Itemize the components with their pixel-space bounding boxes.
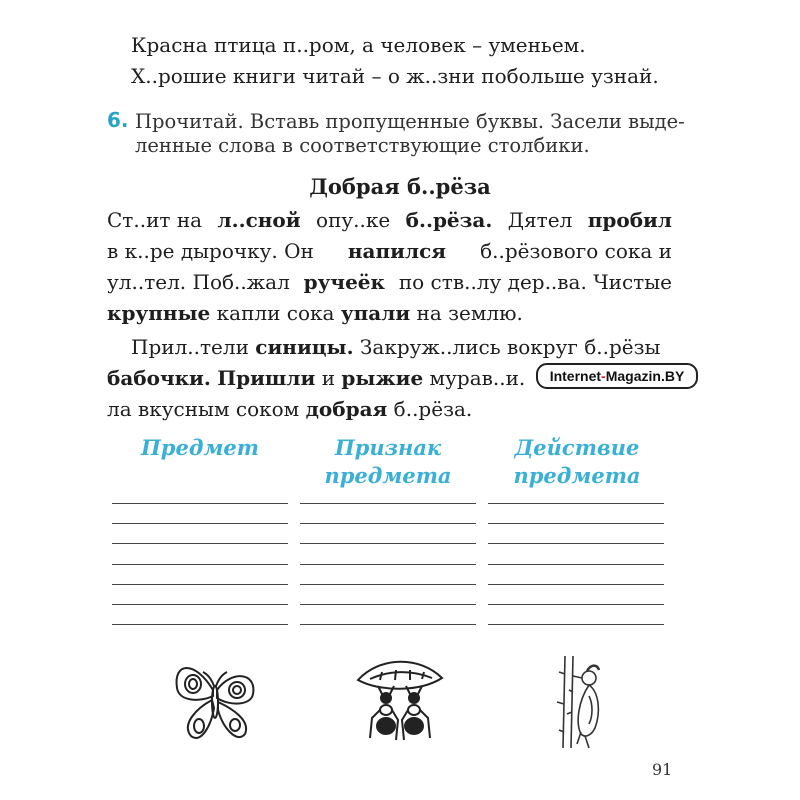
writing-line: [300, 523, 476, 524]
highlighted-word: б..рёза.: [405, 208, 493, 232]
writing-line: [300, 624, 476, 625]
writing-line: [488, 564, 664, 565]
writing-line: [488, 624, 664, 625]
writing-line: [112, 584, 288, 585]
story-text: б..рёзового сока и: [473, 239, 672, 263]
writing-line: [112, 523, 288, 524]
story-text: Дятел: [501, 208, 579, 232]
writing-line: [300, 564, 476, 565]
writing-line: [112, 624, 288, 625]
writing-line: [300, 584, 476, 585]
column-heading-action: [487, 434, 667, 490]
highlighted-word: рыжие: [341, 366, 424, 390]
highlighted-word: упали: [340, 301, 411, 325]
column-heading-action-line-2: предмета: [513, 463, 641, 488]
highlighted-word: бабочки.: [107, 366, 211, 390]
butterfly-illustration: [165, 650, 265, 750]
writing-line: [488, 604, 664, 605]
story-title: Добрая б..рёза: [309, 174, 491, 199]
highlighted-word: Пришли: [217, 366, 316, 390]
task-instruction-line-1: Прочитай. Вставь пропущенные буквы. Засели выде-: [135, 110, 685, 133]
proverb-2: Х..рошие книги читай – о ж..зни побольше узнай.: [131, 64, 659, 88]
story-text: ла вкусным соком: [107, 397, 306, 421]
watermark-right: Magazin.BY: [605, 368, 685, 384]
story-text: ул..тел. Поб..жал: [107, 270, 297, 294]
story-text: опу..ке: [309, 208, 397, 232]
story-text: Прил..тели: [131, 335, 256, 359]
watermark-left: Internet: [549, 368, 602, 384]
story-text: на землю.: [410, 301, 523, 325]
page-number: 91: [652, 760, 673, 779]
highlighted-word: пробил: [587, 208, 672, 232]
story-text: и: [315, 366, 342, 390]
highlighted-word: добрая: [305, 397, 388, 421]
story-line: [131, 335, 660, 359]
writing-line: [300, 543, 476, 544]
column-heading-subject: [110, 434, 290, 462]
column-heading-attribute: [298, 434, 478, 490]
writing-line: [112, 543, 288, 544]
story-line: [107, 270, 672, 294]
story-text: по ств..лу дер..ва. Чистые: [392, 270, 672, 294]
highlighted-word: напился: [347, 239, 447, 263]
highlighted-word: л..сной: [217, 208, 301, 232]
writing-line: [300, 503, 476, 504]
writing-line: [112, 503, 288, 504]
task-instruction-line-2: ленные слова в соответствующие столбики.: [135, 134, 590, 157]
task-number: 6.: [107, 108, 129, 132]
story-text: капли сока: [210, 301, 341, 325]
ants-carrying-leaf-illustration: [350, 648, 450, 748]
story-line: [107, 301, 523, 325]
story-text: Закруж..лись вокруг б..рёзы: [353, 335, 661, 359]
story-text: в к..ре дырочку. Он: [107, 239, 321, 263]
story-text: мурав..и.: [423, 366, 526, 390]
writing-line: [488, 523, 664, 524]
highlighted-word: ручеёк: [303, 270, 385, 294]
column-heading-attribute-line-1: Признак: [334, 435, 442, 460]
story-line: [107, 366, 525, 390]
column-heading-action-line-1: Действие: [514, 435, 640, 460]
writing-line: [488, 584, 664, 585]
writing-line: [112, 604, 288, 605]
story-line: [107, 208, 672, 232]
story-line: [107, 397, 472, 421]
woodpecker-illustration: [545, 652, 615, 752]
highlighted-word: синицы.: [255, 335, 354, 359]
watermark-badge: [536, 363, 698, 389]
story-line: [107, 239, 672, 263]
writing-line: [112, 564, 288, 565]
writing-line: [300, 604, 476, 605]
story-text: Ст..ит на: [107, 208, 209, 232]
proverb-1: Красна птица п..ром, а человек – уменьем.: [131, 33, 586, 57]
highlighted-word: крупные: [107, 301, 211, 325]
story-text: б..рёза.: [387, 397, 473, 421]
watermark-sep: -: [601, 368, 606, 384]
writing-line: [488, 543, 664, 544]
column-heading-subject-line: Предмет: [140, 435, 260, 460]
writing-line: [488, 503, 664, 504]
column-heading-attribute-line-2: предмета: [324, 463, 452, 488]
